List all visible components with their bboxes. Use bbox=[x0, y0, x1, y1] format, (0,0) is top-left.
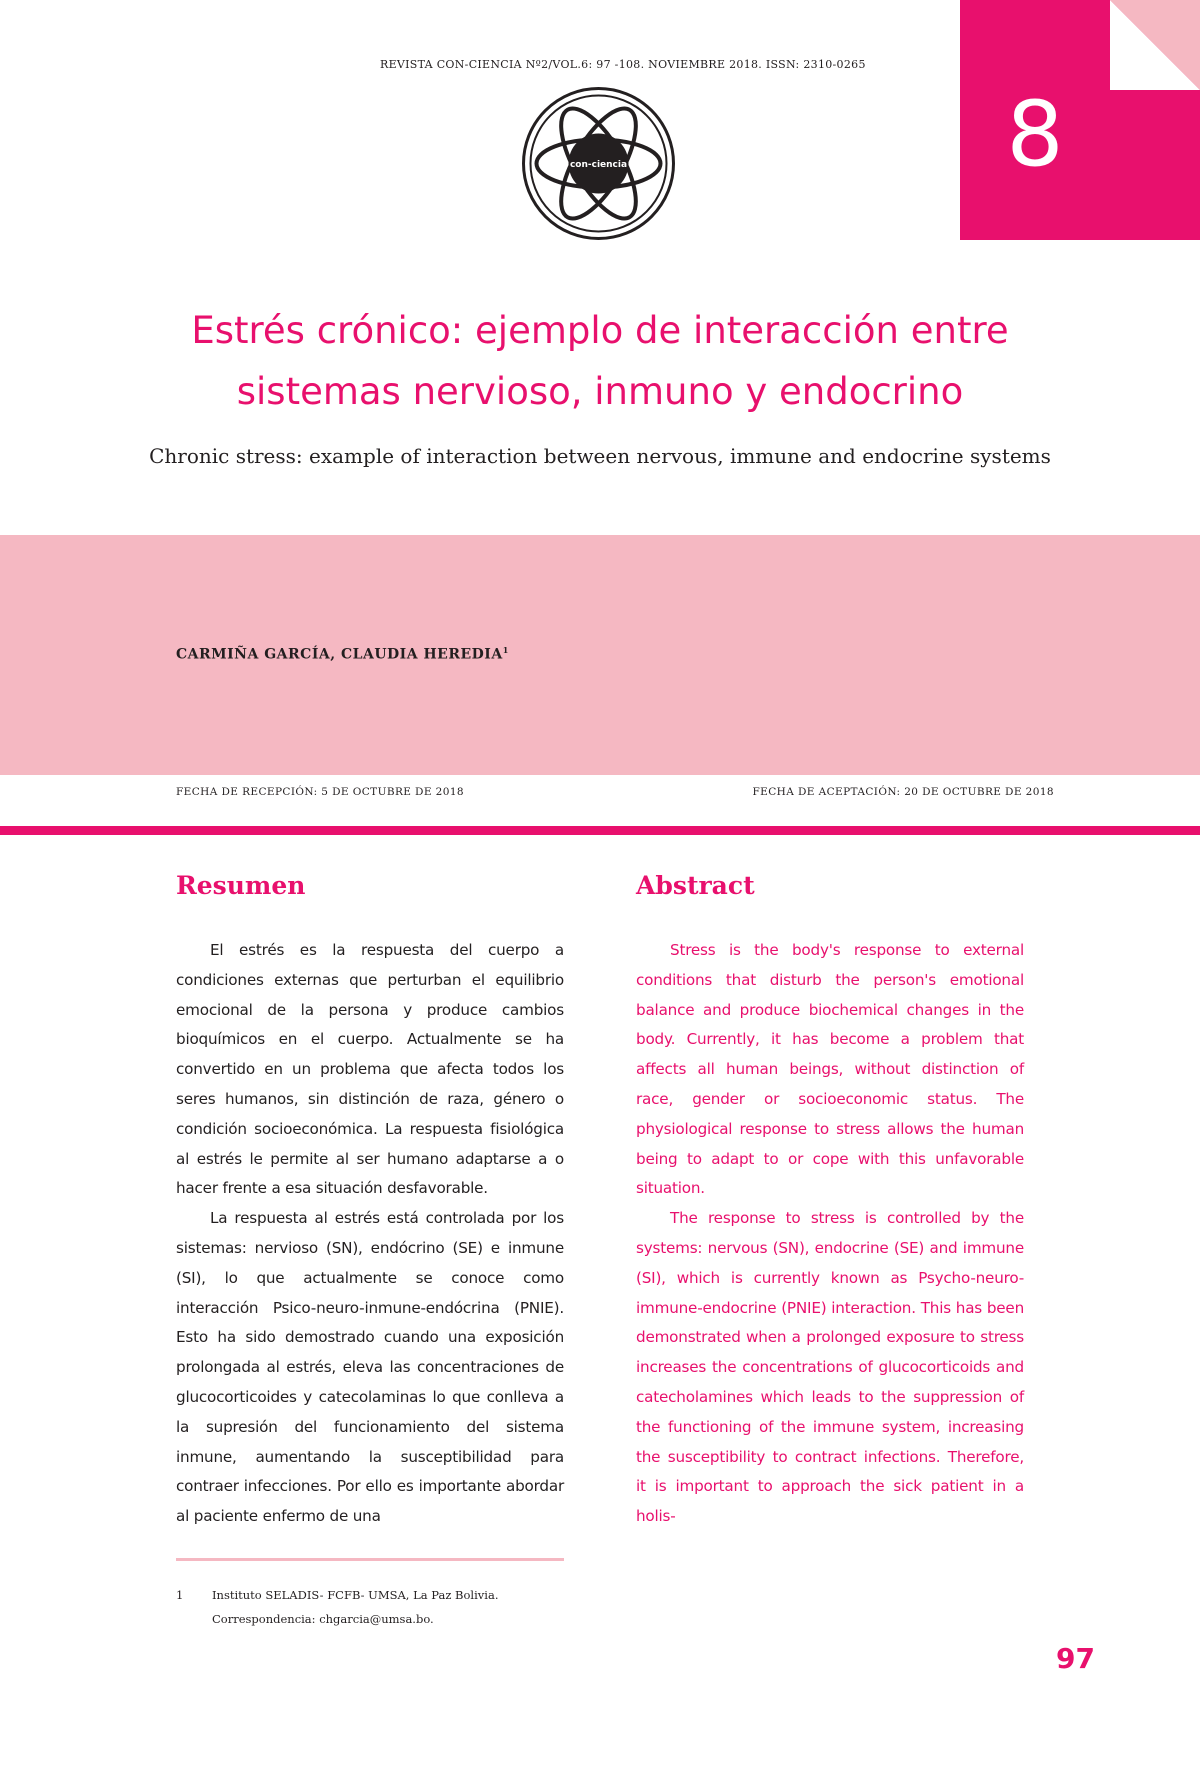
abstract-paragraph-1: Stress is the body's response to external conditions that disturb the person's emotional balance and produce biochemical changes in the body. Currently, it has become a problem that affects all human beings, without distinction of race, gender or socioeconomic status. The physiological response to stress allows the human being to adapt to or cope with this unfavorable situation. bbox=[636, 941, 1024, 1198]
footnote-number: 1 bbox=[176, 1588, 184, 1602]
author-footnote-mark: 1 bbox=[502, 645, 509, 655]
author-names: CARMIÑA GARCÍA, CLAUDIA HEREDIA bbox=[176, 646, 503, 663]
english-title: Chronic stress: example of interaction between nervous, immune and endocrine systems bbox=[149, 444, 1051, 468]
journal-header: REVISTA CON-CIENCIA Nº2/VOL.6: 97 -108. NOVIEMBRE 2018. ISSN: 2310-0265 bbox=[380, 58, 866, 71]
accepted-date: FECHA DE ACEPTACIÓN: 20 DE OCTUBRE DE 2018 bbox=[752, 786, 1054, 798]
article-title bbox=[120, 300, 1080, 422]
resumen-body bbox=[176, 936, 564, 1532]
abstract-heading: Abstract bbox=[636, 871, 755, 900]
footnote-rule bbox=[176, 1558, 564, 1561]
journal-logo bbox=[521, 86, 676, 241]
abstract-body bbox=[636, 936, 1024, 1532]
resumen-heading: Resumen bbox=[176, 871, 306, 900]
resumen-paragraph-2: La respuesta al estrés está controlada por los sistemas: nervioso (SN), endócrino (SE) e inmune (SI), lo que actualmente se conoce como interacción Psico-neuro-inmune-endócrina (PNIE). Esto ha sido demostrado cuando una exposición prolongada al estrés, eleva las concentraciones de glucocorticoides y catecolaminas lo que conlleva a la supresión del funcionamiento del sistema inmune, aumentando la susceptibilidad para contraer infecciones. Por ello es importante abordar al paciente enfermo de una bbox=[176, 1209, 564, 1526]
author-list bbox=[176, 645, 509, 663]
footnote bbox=[176, 1583, 498, 1631]
section-divider bbox=[0, 826, 1200, 835]
page-number: 97 bbox=[1056, 1642, 1095, 1675]
chapter-number: 8 bbox=[1006, 82, 1064, 187]
page-fold-corner bbox=[1110, 0, 1200, 90]
abstract-paragraph-2: The response to stress is controlled by the systems: nervous (SN), endocrine (SE) and immune (SI), which is currently known as Psycho-neuro-immune-endocrine (PNIE) interaction. This has been demonstrated when a prolonged exposure to stress increases the concentrations of glucocorticoids and catecholamines which leads to the suppression of the functioning of the immune system, increasing the susceptibility to contract infections. Therefore, it is important to approach the sick patient in a holis- bbox=[636, 1209, 1024, 1526]
footnote-affiliation: Instituto SELADIS- FCFB- UMSA, La Paz Bolivia. bbox=[212, 1588, 499, 1602]
title-line-2: sistemas nervioso, inmuno y endocrino bbox=[236, 370, 964, 413]
title-line-1: Estrés crónico: ejemplo de interacción entre bbox=[191, 309, 1009, 352]
footnote-correspondence: Correspondencia: chgarcia@umsa.bo. bbox=[212, 1612, 434, 1626]
logo-wordmark: con-ciencia bbox=[569, 160, 628, 170]
resumen-paragraph-1: El estrés es la respuesta del cuerpo a condiciones externas que perturban el equilibrio emocional de la persona y produce cambios bioquímicos en el cuerpo. Actualmente se ha convertido en un problema que afecta todos los seres humanos, sin distinción de raza, género o condición socioeconómica. La respuesta fisiológica al estrés le permite al ser humano adaptarse a o hacer frente a esa situación desfavorable. bbox=[176, 941, 564, 1198]
received-date: FECHA DE RECEPCIÓN: 5 DE OCTUBRE DE 2018 bbox=[176, 786, 464, 798]
